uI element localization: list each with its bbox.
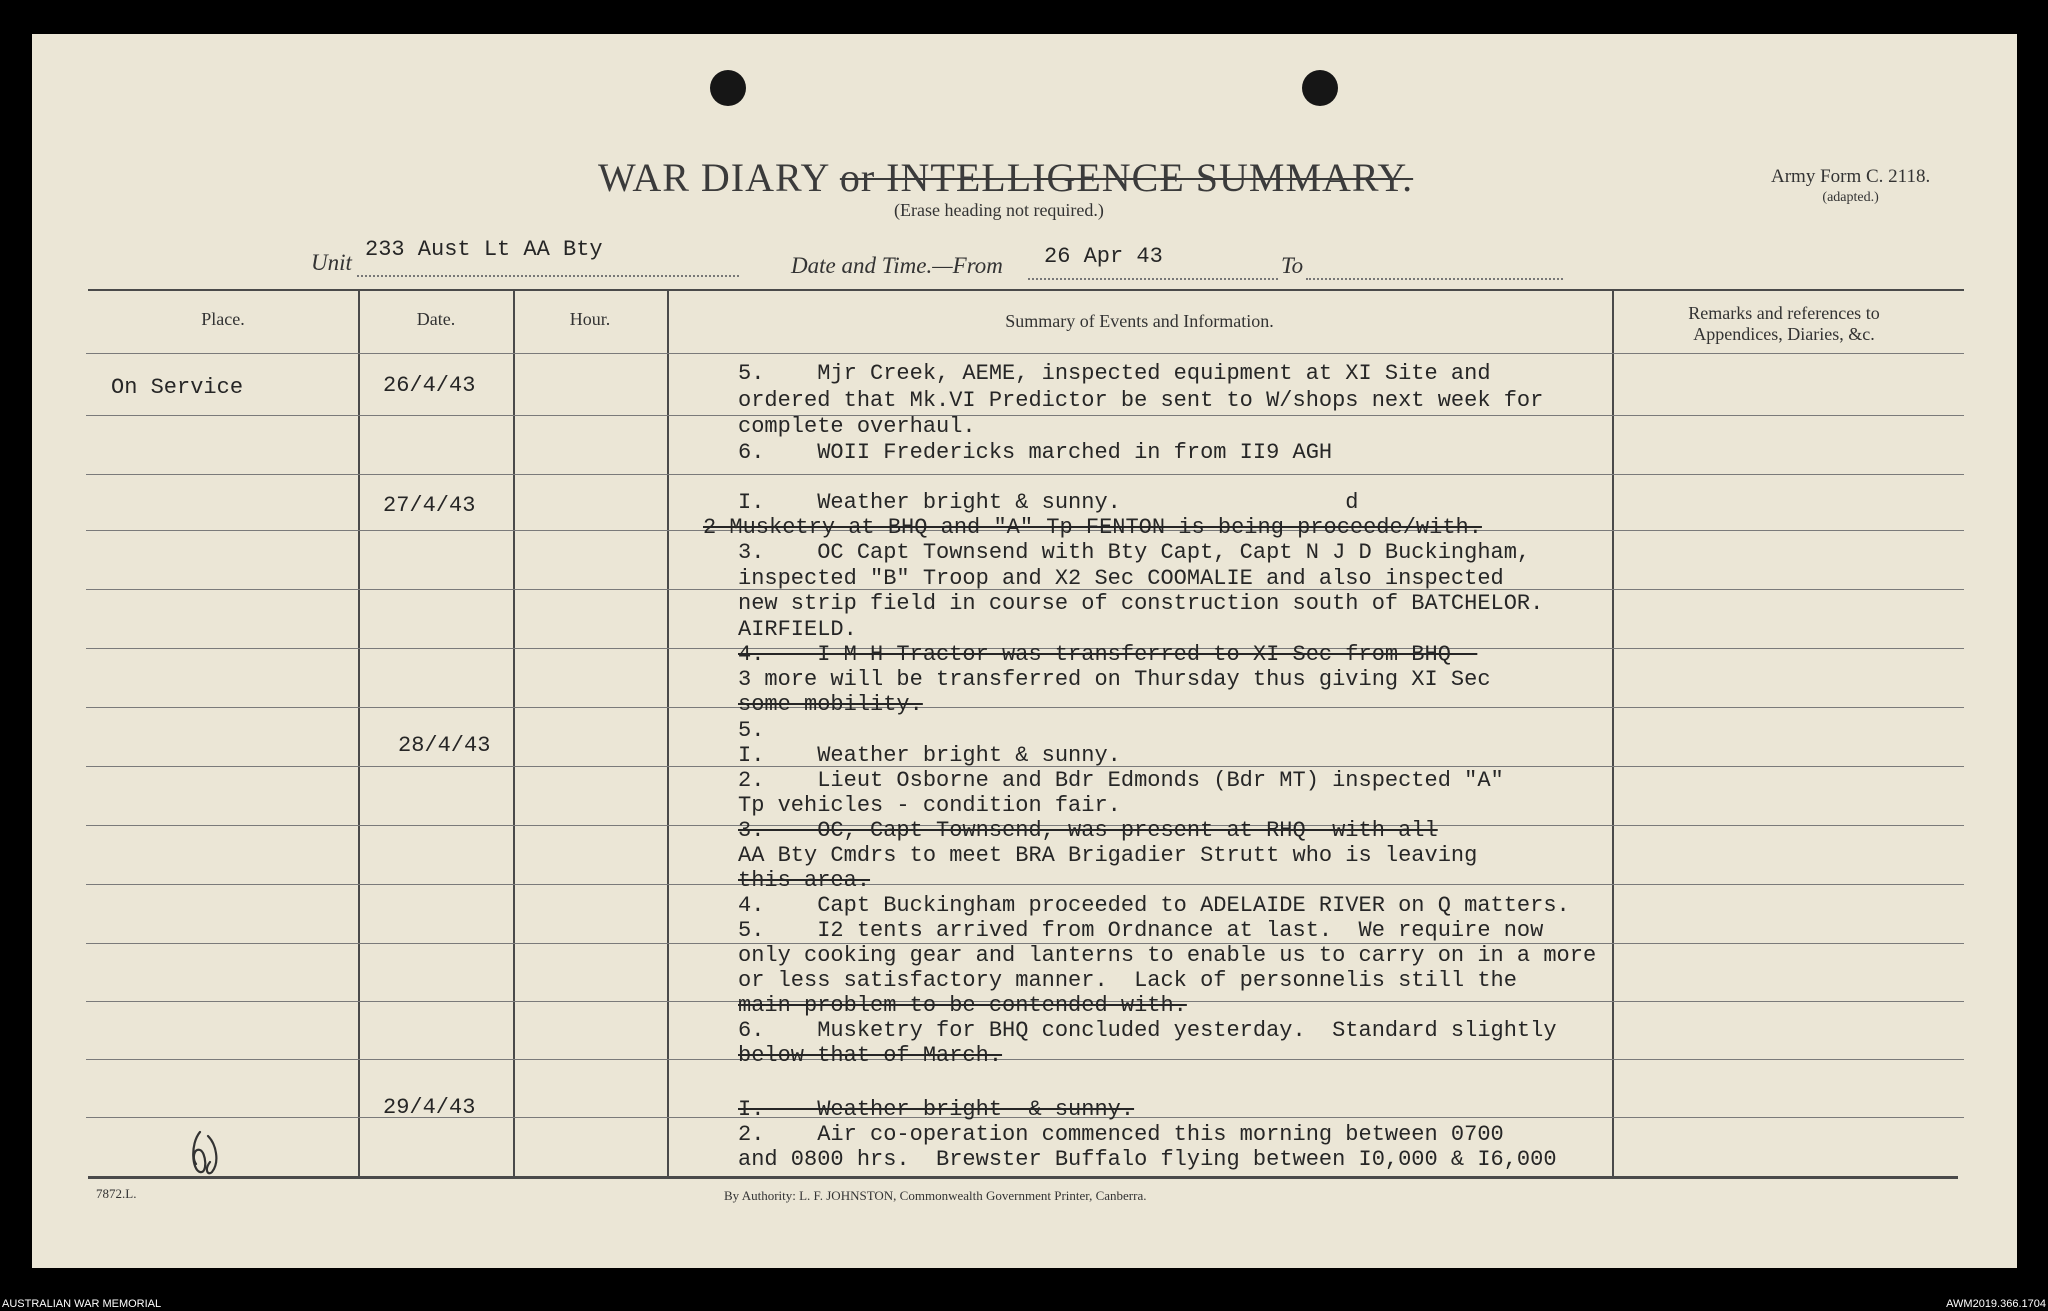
row-rule xyxy=(86,474,1964,475)
remarks-header-line: Remarks and references to xyxy=(1688,303,1880,323)
table-bottom-rule xyxy=(88,1176,1958,1179)
column-divider xyxy=(513,290,515,1176)
row-rule xyxy=(86,707,1964,708)
summary-line: 3 more will be transferred on Thursday thus giving XI Sec xyxy=(738,667,1491,692)
summary-line: 5. Mjr Creek, AEME, inspected equipment at XI Site and xyxy=(738,361,1491,386)
erase-note: (Erase heading not required.) xyxy=(894,200,1104,220)
col-header-hour: Hour. xyxy=(569,309,611,329)
summary-line: 4. Capt Buckingham proceeded to ADELAIDE RIVER on Q matters. xyxy=(738,893,1570,918)
col-header-place: Place. xyxy=(201,309,245,329)
summary-line-struck: this area. xyxy=(738,868,871,893)
summary-line: or less satisfactory manner. Lack of personnelis still the xyxy=(738,968,1517,993)
date-entry: 27/4/43 xyxy=(383,493,476,518)
summary-line: and 0800 hrs. Brewster Buffalo flying between I0,000 & I6,000 xyxy=(738,1147,1557,1172)
date-from-value: 26 Apr 43 xyxy=(1044,244,1163,269)
authority-line: By Authority: L. F. JOHNSTON, Commonwealth Government Printer, Canberra. xyxy=(724,1188,1147,1203)
date-entry: 29/4/43 xyxy=(383,1095,476,1120)
unit-value: 233 Aust Lt AA Bty xyxy=(365,237,603,262)
summary-line-struck: 4. I M-H Tractor was transferred to XI Sec from BHQ - xyxy=(738,642,1478,667)
place-entry: On Service xyxy=(111,375,244,400)
summary-line: 2. Lieut Osborne and Bdr Edmonds (Bdr MT) inspected "A" xyxy=(738,768,1504,793)
date-entry: 26/4/43 xyxy=(383,373,476,398)
col-header-date: Date. xyxy=(416,309,456,329)
summary-line: ordered that Mk.VI Predictor be sent to W/shops next week for xyxy=(738,388,1544,413)
summary-line: complete overhaul. xyxy=(738,414,976,439)
summary-line: 3. OC Capt Townsend with Bty Capt, Capt N J D Buckingham, xyxy=(738,540,1531,565)
remarks-header-line: Appendices, Diaries, &c. xyxy=(1693,324,1875,344)
column-divider xyxy=(667,290,669,1176)
summary-line: only cooking gear and lanterns to enable us to carry on in a more xyxy=(738,943,1597,968)
punch-hole xyxy=(1302,70,1338,106)
col-header-remarks xyxy=(1614,303,1954,345)
handwritten-initials xyxy=(186,1126,226,1178)
col-header-summary: Summary of Events and Information. xyxy=(1005,311,1274,331)
column-divider xyxy=(1612,290,1614,1176)
form-reference xyxy=(1771,166,1930,208)
summary-line-struck: some mobility. xyxy=(738,692,923,717)
unit-label: Unit xyxy=(311,250,352,275)
summary-line-struck: main problem to be contended with. xyxy=(738,993,1187,1018)
summary-line-struck: 3. OC, Capt Townsend, was present at RHQ with all xyxy=(738,818,1438,843)
form-ref-sub: (adapted.) xyxy=(1822,190,1879,205)
to-label: To xyxy=(1281,253,1304,278)
unit-dotted-line xyxy=(357,273,739,277)
title-main: WAR DIARY xyxy=(598,155,829,200)
row-rule xyxy=(86,415,1964,416)
form-ref-number: Army Form C. 2118. xyxy=(1771,166,1931,187)
summary-line-struck: below that of March. xyxy=(738,1043,1003,1068)
summary-line: I. Weather bright & sunny. d xyxy=(738,490,1359,515)
form-heading xyxy=(598,154,1413,201)
summary-line: inspected "B" Troop and X2 Sec COOMALIE and also inspected xyxy=(738,566,1504,591)
summary-line-struck: I. Weather bright & sunny. xyxy=(738,1097,1135,1122)
watermark-left: AUSTRALIAN WAR MEMORIAL xyxy=(2,1298,162,1310)
to-dotted-line xyxy=(1306,276,1563,280)
column-divider xyxy=(358,290,360,1176)
watermark-right: AWM2019.366.1704 xyxy=(1946,1298,2046,1310)
title-struck: or INTELLIGENCE SUMMARY. xyxy=(839,155,1414,200)
date-dotted-line xyxy=(1028,276,1278,280)
summary-line: new strip field in course of construction south of BATCHELOR. xyxy=(738,591,1544,616)
table-top-rule xyxy=(88,289,1964,291)
summary-line: 5. I2 tents arrived from Ordnance at last. We require now xyxy=(738,918,1544,943)
summary-line-struck: 2 Musketry at BHQ and "A" Tp FENTON is being proceede/with. xyxy=(703,515,1482,540)
date-label: Date and Time.—From xyxy=(791,253,1003,278)
summary-line: Tp vehicles - condition fair. xyxy=(738,793,1121,818)
summary-line: 5. xyxy=(738,718,765,743)
summary-line: 6. Musketry for BHQ concluded yesterday. Standard slightly xyxy=(738,1018,1557,1043)
form-number: 7872.L. xyxy=(96,1186,137,1201)
punch-hole xyxy=(710,70,746,106)
row-rule xyxy=(86,884,1964,885)
summary-line: I. Weather bright & sunny. xyxy=(738,743,1121,768)
summary-line: AA Bty Cmdrs to meet BRA Brigadier Strutt who is leaving xyxy=(738,843,1478,868)
summary-line: AIRFIELD. xyxy=(738,617,857,642)
summary-line: 6. WOII Fredericks marched in from II9 AGH xyxy=(738,440,1333,465)
summary-line: 2. Air co-operation commenced this morning between 0700 xyxy=(738,1122,1504,1147)
row-rule xyxy=(86,353,1964,354)
row-rule xyxy=(86,1059,1964,1060)
date-entry: 28/4/43 xyxy=(398,733,491,758)
